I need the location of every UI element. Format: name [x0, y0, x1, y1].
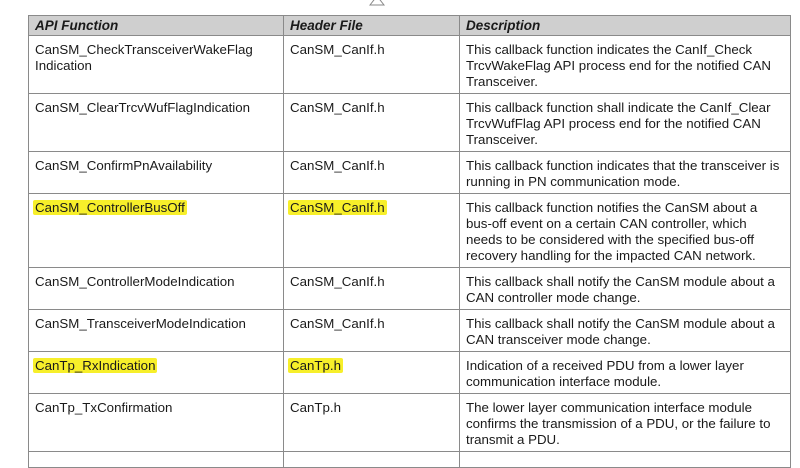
description-text: This callback shall notify the CanSM module about a CAN controller mode change.: [466, 274, 775, 305]
cell-api-function: [29, 36, 284, 94]
header-file-text-highlighted: CanSM_CanIf.h: [290, 200, 385, 215]
api-function-text: CanTp_TxConfirmation: [35, 400, 173, 415]
table-header-row: [29, 16, 791, 36]
cell-description: [460, 310, 791, 352]
description-text: Indication of a received PDU from a lower layer communication interface module.: [466, 358, 744, 389]
table-row: [29, 36, 791, 94]
cell-header-file: [284, 152, 460, 194]
cell-api-function: [29, 194, 284, 268]
cell-api-function: [29, 452, 284, 468]
api-function-text-highlighted: CanSM_ControllerBusOff: [35, 200, 185, 215]
cell-api-function: [29, 310, 284, 352]
cell-header-file: [284, 310, 460, 352]
cell-description: [460, 152, 791, 194]
header-api-function: API Function: [29, 16, 284, 36]
description-text: This callback shall notify the CanSM module about a CAN transceiver mode change.: [466, 316, 775, 347]
cell-api-function: [29, 94, 284, 152]
description-text: This callback function shall indicate the CanIf_Clear TrcvWufFlag API process end for the notified CAN Transceiver.: [466, 100, 771, 147]
cell-header-file: [284, 268, 460, 310]
cell-api-function: [29, 394, 284, 452]
table-row-highlighted: [29, 352, 791, 394]
api-function-table: [28, 15, 791, 468]
table-row-cut-off: [29, 452, 791, 468]
api-function-text-highlighted: CanTp_RxIndication: [35, 358, 156, 373]
header-file-text: CanSM_CanIf.h: [290, 274, 385, 289]
cell-description: [460, 352, 791, 394]
header-file-text: CanSM_CanIf.h: [290, 158, 385, 173]
description-text: This callback function notifies the CanSM about a bus-off event on a certain CAN controller, which needs to be considered with the specified bus-off recovery handling for the impacted CAN network.: [466, 200, 758, 263]
cell-header-file: [284, 36, 460, 94]
header-file-text-highlighted: CanTp.h: [290, 358, 341, 373]
cell-description: [460, 394, 791, 452]
cell-description: [460, 452, 791, 468]
table-row: [29, 394, 791, 452]
table-row: [29, 268, 791, 310]
header-file-text: CanTp.h: [290, 400, 341, 415]
header-header-file: Header File: [284, 16, 460, 36]
cell-header-file: [284, 394, 460, 452]
description-text: The lower layer communication interface module confirms the transmission of a PDU, or the failure to transmit a PDU.: [466, 400, 771, 447]
api-function-text: CanSM_TransceiverModeIndication: [35, 316, 246, 331]
cell-description: [460, 268, 791, 310]
table-row: [29, 310, 791, 352]
cell-api-function: [29, 152, 284, 194]
cell-header-file: [284, 94, 460, 152]
header-file-text: CanSM_CanIf.h: [290, 42, 385, 57]
cell-api-function: [29, 352, 284, 394]
cell-description: [460, 94, 791, 152]
description-text: This callback function indicates that the transceiver is running in PN communication mode.: [466, 158, 780, 189]
header-file-text: CanSM_CanIf.h: [290, 316, 385, 331]
cell-header-file: [284, 352, 460, 394]
cell-header-file: [284, 194, 460, 268]
api-function-text: CanSM_ControllerModeIndication: [35, 274, 235, 289]
table-row: [29, 152, 791, 194]
header-description: Description: [460, 16, 791, 36]
triangle-marker-icon: [369, 0, 385, 6]
table-row-highlighted: [29, 194, 791, 268]
description-text: This callback function indicates the CanIf_Check TrcvWakeFlag API process end for the notified CAN Transceiver.: [466, 42, 771, 89]
cell-description: [460, 194, 791, 268]
cell-header-file: [284, 452, 460, 468]
cell-api-function: [29, 268, 284, 310]
cell-description: [460, 36, 791, 94]
api-function-text: CanSM_ConfirmPnAvailability: [35, 158, 213, 173]
table-row: [29, 94, 791, 152]
api-function-text: CanSM_CheckTransceiverWakeFlag Indication: [35, 42, 253, 73]
header-file-text: CanSM_CanIf.h: [290, 100, 385, 115]
api-function-text: CanSM_ClearTrcvWufFlagIndication: [35, 100, 251, 115]
